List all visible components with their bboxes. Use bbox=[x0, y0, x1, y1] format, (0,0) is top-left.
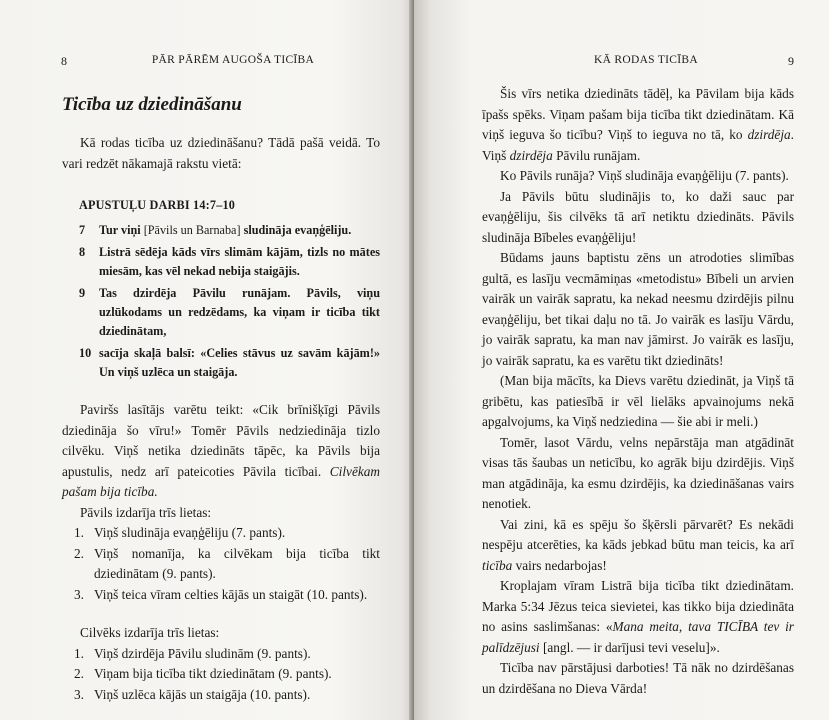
verse-text: Tas dzirdēja Pāvilu runājam. Pāvils, viņu uzlūkodams un redzēdams, ka viņam ir ticība tikt dziedinātam, bbox=[99, 286, 380, 338]
verse-number: 9 bbox=[79, 286, 86, 300]
list-number: 1. bbox=[74, 525, 84, 540]
scripture-block bbox=[62, 196, 380, 382]
paragraph bbox=[482, 576, 794, 658]
list-number: 3. bbox=[74, 586, 84, 602]
list-item bbox=[74, 644, 380, 665]
paragraph-emphasis: Cilvēkam pašam bija ticība. bbox=[62, 463, 381, 499]
list-text: Viņš sludināja evaņģēliju (7. pants). bbox=[94, 525, 286, 540]
paragraph: Ja Pāvils būtu sludinājis to, ko daži sauc par evaņģēliju, šis cilvēks tā arī netiktu dziedināts. Pāvils sludināja Bībeles evaņģēliju! bbox=[482, 188, 794, 245]
left-body bbox=[62, 133, 380, 705]
list-text: Viņš uzlēca kājās un staigāja (10. pants). bbox=[94, 686, 311, 702]
paragraph-emphasis: dzirdēja bbox=[509, 147, 553, 163]
paragraph-text: [angl. — ir darījusi tevi veselu]». bbox=[539, 639, 720, 655]
section-title: Ticība uz dziedināšanu bbox=[62, 94, 242, 115]
list-text: Viņš teica vīram celties kājās un staigāt (10. pants). bbox=[94, 586, 368, 602]
list bbox=[62, 644, 380, 706]
paragraph: Ticība nav pārstājusi darboties! Tā nāk no dzirdēšanas un dzirdēšana no Dieva Vārda! bbox=[482, 660, 794, 696]
list-item bbox=[74, 685, 380, 706]
verse bbox=[79, 243, 380, 281]
paragraph: Tomēr, lasot Vārdu, velns nepārstāja man atgādināt visas tās šaubas un neticību, ko agrāk biju dzirdējis. Viņš man atgādināja, ka esmu dzirdējis, ka dziedināšanas vairs nenotiek. bbox=[482, 434, 794, 511]
paragraph-text: . Viņš bbox=[482, 127, 794, 163]
paragraph bbox=[482, 84, 794, 166]
right-body bbox=[482, 84, 794, 699]
verse bbox=[79, 284, 380, 341]
verse bbox=[79, 344, 380, 382]
list-number: 2. bbox=[74, 666, 84, 681]
paragraph bbox=[62, 400, 380, 503]
paragraph: (Man bija mācīts, ka Dievs varētu dziedināt, ja Viņš tā gribētu, kas patiesībā ir vēl lielāks apvainojums nekā apgalvojums, ka Viņš nedziedina — šie abi ir meli.) bbox=[482, 373, 794, 429]
intro-paragraph: Kā rodas ticība uz dziedināšanu? Tādā pašā veidā. To vari redzēt nākamajā rakstu vietā: bbox=[62, 135, 380, 171]
paragraph: Būdams jauns baptistu zēns un atrodoties slimības gultā, es lasīju vecmāmiņas «metodistu» Bībeli un arvien vairāk un vairāk sapratu, ka nekad neesmu dzirdējis pilnu evaņģēliju, bet tikai daļu no tā. Jo vairāk es lasīju Vārdu, jo vairāk sapratu, ka man nav jāmirst. Jo vairāk es lasīju, jo vairāk sapratu, ka es varētu tikt dziedināts! bbox=[482, 250, 794, 368]
verse-text-part: sludināja evaņģēliju. bbox=[240, 223, 352, 237]
scripture-reference: APUSTUĻU DARBI 14:7–10 bbox=[79, 198, 236, 212]
list-text: Viņam bija ticība tikt dziedinātam (9. pants). bbox=[94, 666, 332, 681]
verse-text: sacīja skaļā balsī: «Celies stāvus uz savām kājām!» Un viņš uzlēca un staigāja. bbox=[99, 346, 380, 379]
paragraph-text: Vai zini, kā es spēju šo šķērsli pārvarēt? Es nekādi nespēju atcerēties, ka kāds jebkad būtu man teicis, ka arī bbox=[482, 516, 794, 552]
paragraph-text: Šis vīrs netika dziedināts tādēļ, ka Pāvilam bija kāds īpašs spēks. Viņam pašam bija ticība tikt dziedinātam. Kā viņš ieguva šo ticību? Viņš to ieguva no tā, ko bbox=[482, 86, 794, 142]
left-running-head: PĀR PĀRĒM AUGOŠA TICĪBA bbox=[151, 54, 315, 66]
verse-number: 8 bbox=[79, 245, 86, 259]
list-intro: Cilvēks izdarīja trīs lietas: bbox=[80, 625, 220, 640]
left-page bbox=[0, 0, 414, 720]
paragraph-text: Kroplajam vīram Listrā bija ticība tikt dziedinātam. Marka 5:34 Jēzus teica sievietei, kas tikko bija dziedināta no asins saslimšanas: « bbox=[482, 578, 794, 634]
list-text: Viņš dzirdēja Pāvilu sludinām (9. pants). bbox=[94, 645, 311, 661]
paragraph-emphasis: dzirdēja bbox=[747, 127, 791, 142]
list-item bbox=[74, 523, 380, 544]
list-item bbox=[74, 544, 380, 585]
list-item bbox=[74, 585, 380, 606]
list-intro: Pāvils izdarīja trīs lietas: bbox=[80, 504, 212, 520]
right-running-head: KĀ RODAS TICĪBA bbox=[594, 54, 698, 66]
paragraph-text: Pāvilu runājam. bbox=[552, 147, 641, 163]
verse-text bbox=[99, 221, 380, 240]
left-page-number: 8 bbox=[61, 54, 67, 68]
paragraph: Ko Pāvils runāja? Viņš sludināja evaņģēliju (7. pants). bbox=[500, 168, 789, 183]
paragraph-text: Paviršs lasītājs varētu teikt: «Cik brīnišķīgi Pāvils dziedināja šo vīru!» Tomēr Pāvils nedziedināja tizlo cilvēku. Viņš netika dziedināts tāpēc, ka Pāvils bija apustulis, nedz arī pateicoties Pāvila ticībai. bbox=[62, 402, 380, 479]
paragraph bbox=[482, 515, 794, 577]
paragraph-emphasis: Mana meita, tava TICĪBA tev ir palīdzējusi bbox=[482, 619, 794, 655]
list-number: 2. bbox=[74, 545, 84, 561]
right-page bbox=[414, 0, 829, 720]
right-page-number: 9 bbox=[788, 54, 794, 68]
verse-number: 7 bbox=[79, 223, 86, 237]
verse-bracket: [Pāvils un Barnaba] bbox=[143, 223, 241, 237]
verse-text: Listrā sēdēja kāds vīrs slimām kājām, tizls no mātes miesām, kas vēl nekad nebija staigājis. bbox=[99, 245, 380, 278]
verse-number: 10 bbox=[79, 346, 92, 360]
list-text: Viņš nomanīja, ka cilvēkam bija ticība tikt dziedinātam (9. pants). bbox=[94, 545, 380, 581]
verse-text-part: Tur viņi bbox=[99, 223, 144, 237]
paragraph-text: vairs nedarbojas! bbox=[512, 557, 607, 573]
list bbox=[62, 523, 380, 605]
list-number: 3. bbox=[74, 686, 84, 702]
list-number: 1. bbox=[74, 645, 84, 661]
paragraph-emphasis: ticība bbox=[482, 557, 513, 573]
list-item bbox=[74, 664, 380, 685]
verse bbox=[79, 221, 380, 240]
